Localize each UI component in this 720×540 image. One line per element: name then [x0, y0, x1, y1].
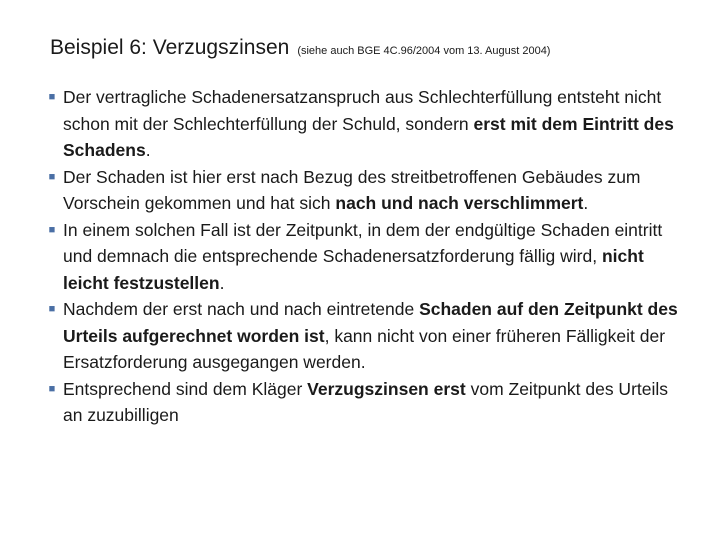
bullet-item: [44, 164, 689, 217]
bullet-text: Entsprechend sind dem Kläger: [63, 378, 308, 399]
bullet-text: Der vertragliche Schadenersatzanspruch aus Schlechterfüllung entsteht nicht schon mit der Schlechterfüllung der Schuld, sondern: [63, 87, 662, 134]
square-bullet-icon: ■: [48, 303, 56, 315]
square-bullet-icon: ■: [48, 382, 56, 395]
bullet-text: , kann nicht von einer früheren Fälligkeit der Ersatzforderung ausgegangen werden.: [63, 325, 666, 372]
bullet-item: [44, 84, 689, 164]
square-bullet-icon: ■: [48, 170, 56, 183]
square-bullet-icon: ■: [48, 223, 56, 236]
bullet-emphasis: Schaden auf den Zeitpunkt des Urteils aufgerechnet worden ist: [63, 299, 678, 346]
slide-title: [50, 33, 710, 66]
bullet-text: Nachdem der erst nach und nach eintretende: [63, 299, 420, 319]
bullet-text: vom Zeitpunkt des Urteils an zuzubilligen: [63, 378, 669, 425]
title-main: Beispiel 6: Verzugszinsen: [50, 36, 290, 59]
title-subtitle: (siehe auch BGE 4C.96/2004 vom 13. August 2004): [297, 45, 551, 57]
bullet-item: [44, 217, 689, 297]
bullet-emphasis: Verzugszinsen erst: [307, 378, 466, 399]
bullet-emphasis: nach und nach verschlimmert: [335, 193, 584, 213]
square-bullet-icon: ■: [48, 91, 56, 103]
bullet-emphasis: nicht leicht festzustellen: [63, 246, 644, 293]
bullet-item: [44, 296, 689, 376]
bullet-text: Der Schaden ist hier erst nach Bezug des streitbetroffenen Gebäudes zum Vorschein gekommen und hat sich: [63, 166, 641, 213]
bullet-text: In einem solchen Fall ist der Zeitpunkt, in dem der endgültige Schaden eintritt und demnach die entsprechende Schadenersatzforderung fällig wird,: [63, 219, 663, 266]
bullet-text: .: [145, 140, 151, 160]
bullet-item: [44, 376, 689, 429]
bullet-emphasis: erst mit dem Eintritt des Schadens: [63, 113, 674, 160]
bullet-list: [44, 84, 689, 429]
bullet-text: .: [583, 193, 589, 213]
bullet-text: .: [219, 272, 225, 293]
